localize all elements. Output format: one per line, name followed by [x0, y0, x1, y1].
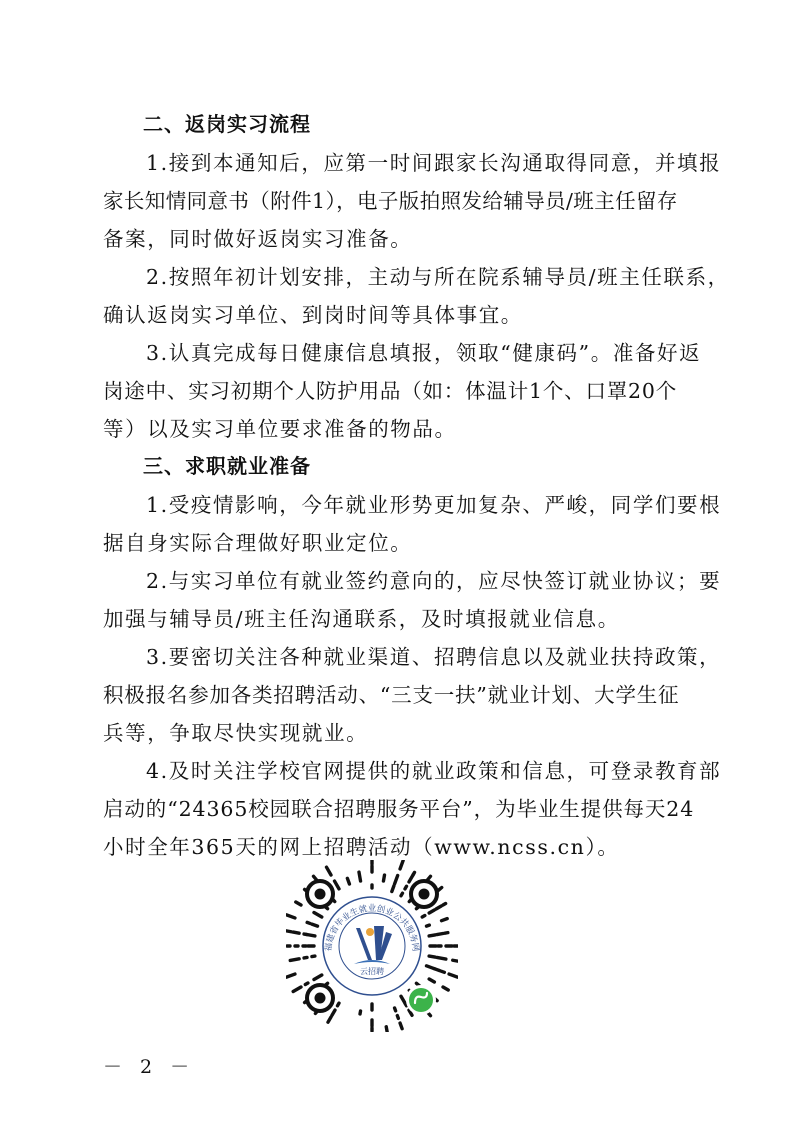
qr-logo-label: 云招聘 [360, 967, 384, 976]
qr-code-graphic [286, 860, 458, 1032]
qr-ray [453, 960, 458, 961]
qr-ray [347, 878, 349, 884]
qr-ray [327, 867, 332, 875]
qr-ray [395, 1008, 396, 1011]
mini-program-qr-code [286, 860, 458, 1032]
qr-ray [383, 875, 384, 881]
qr-ray [427, 925, 430, 926]
qr-ray [296, 902, 301, 905]
qr-ray [286, 931, 291, 932]
qr-ray [437, 957, 446, 959]
qr-ray [314, 975, 322, 980]
qr-finder-eye-center [315, 993, 326, 1004]
section-2-item-2-line-2: 确认返岗实习单位、到岗时间等具体事宜。 [103, 303, 523, 327]
section-2-item-3-line-3: 等）以及实习单位要求准备的物品。 [103, 417, 457, 441]
qr-ray [359, 872, 361, 881]
qr-ray [392, 886, 394, 892]
qr-ray [445, 933, 448, 934]
qr-ray [434, 969, 440, 971]
qr-ray [386, 1027, 387, 1032]
page-number: － 2 － [103, 1056, 196, 1078]
qr-ray [429, 910, 434, 913]
qr-ray [328, 1017, 331, 1022]
section-3-item-2-line-2: 加强与辅导员/班主任沟通联系，及时填报就业信息。 [103, 607, 620, 631]
section-2-item-3-line-2: 岗途中、实习初期个人防护用品（如：体温计1个、口罩20个 [103, 379, 678, 403]
qr-ray [443, 987, 448, 990]
qr-ray [429, 956, 435, 957]
qr-ray [429, 935, 435, 936]
section-3-item-3-line-2: 积极报名参加各类招聘活动、“三支一扶”就业计划、大学生征 [103, 683, 680, 707]
section-2-item-1-line-3: 备案，同时做好返岗实习准备。 [103, 227, 413, 251]
section-3-item-2-line-1: 2.与实习单位有就业签约意向的，应尽快签订就业协议；要 [146, 569, 722, 593]
qr-ray [304, 934, 307, 935]
qr-ray [312, 924, 318, 926]
section-3-item-3-line-3: 兵等，争取尽快实现就业。 [103, 721, 369, 745]
qr-ray [443, 904, 446, 906]
qr-ray [400, 1023, 402, 1029]
section-2-item-3-line-1: 3.认真完成每日健康信息填报，领取“健康码”。准备好返 [146, 341, 702, 365]
section-2-heading: 二、返岗实习流程 [143, 112, 311, 136]
section-3-item-4-line-1: 4.及时关注学校官网提供的就业政策和信息，可登录教育部 [146, 759, 722, 783]
qr-ray [332, 1010, 335, 1015]
qr-ray [405, 886, 407, 889]
section-3-item-3-line-1: 3.要密切关注各种就业渠道、招聘信息以及就业扶持政策， [146, 645, 722, 669]
qr-finder-eye-center [419, 889, 430, 900]
qr-ray [314, 913, 322, 918]
qr-ray [312, 956, 315, 957]
qr-ray [437, 934, 443, 935]
qr-ray [436, 906, 441, 909]
qr-ray [400, 860, 403, 868]
qr-ray [422, 916, 425, 918]
section-2-item-1-line-1: 1.接到本通知后，应第一时间跟家长沟通取得同意，并填报 [146, 151, 722, 175]
qr-ray [401, 893, 403, 896]
section-3-item-1-line-2: 据自身实际合理做好职业定位。 [103, 531, 413, 555]
qr-ray [442, 971, 445, 972]
qr-ray [286, 915, 294, 918]
qr-finder-eye-center [315, 889, 326, 900]
qr-ray [429, 979, 434, 982]
qr-ray [395, 876, 398, 884]
qr-ray [304, 957, 307, 958]
qr-ray [360, 1011, 361, 1014]
qr-ray [405, 1003, 407, 1006]
qr-ray [397, 1016, 398, 1019]
section-2-item-2-line-1: 2.按照年初计划安排，主动与所在院系辅导员/班主任联系， [146, 265, 730, 289]
section-3-heading: 三、求职就业准备 [143, 454, 311, 478]
qr-logo-ring-text: 福建省毕业生就业创业公共服务网 [323, 904, 421, 952]
qr-ray [338, 1003, 340, 1006]
section-3-item-4-line-3: 小时全年365天的网上招聘活动（www.ncss.cn）。 [103, 835, 620, 859]
qr-ray [293, 932, 299, 933]
section-3-item-4-line-2: 启动的“24365校园联合招聘服务平台”，为毕业生提供每天24 [103, 797, 695, 821]
qr-ray [335, 881, 340, 889]
qr-ray [449, 974, 457, 977]
section-2-item-1-line-2: 家长知情同意书（附件1），电子版拍照发给辅导员/班主任留存 [103, 189, 678, 213]
qr-ray [442, 919, 448, 921]
qr-ray [307, 922, 310, 923]
wechat-miniprogram-icon [409, 988, 433, 1012]
qr-ray [293, 987, 301, 992]
qr-ray [305, 983, 308, 985]
qr-ray [290, 959, 299, 961]
qr-ray [286, 974, 294, 977]
section-3-item-1-line-1: 1.受疫情影响，今年就业形势更加复杂、严峻，同学们要根 [146, 493, 722, 517]
qr-ray [413, 872, 415, 875]
